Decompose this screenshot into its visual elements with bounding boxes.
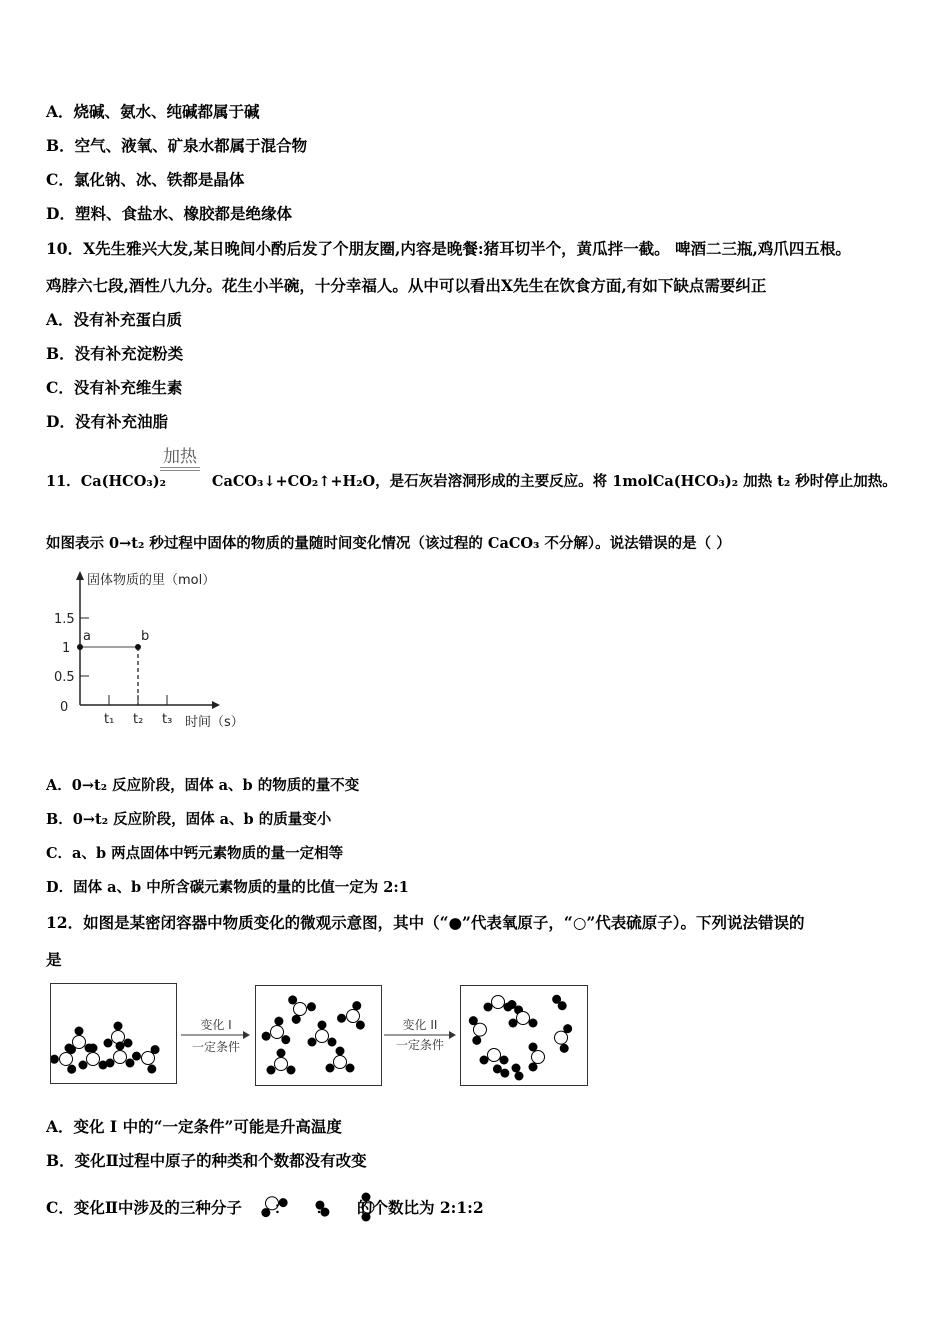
y-tick-label: 1.5: [54, 612, 75, 627]
q11-stem-line2: 如图表示 0→t₂ 秒过程中固体的物质的量随时间变化情况（该过程的 CaCO₃ 不分解）。说法错误的是（ ）: [46, 535, 731, 552]
q9-option-a: A．烧碱、氨水、纯碱都属于碱: [46, 102, 260, 121]
q12-option-b: B．变化Ⅱ过程中原子的种类和个数都没有改变: [46, 1151, 367, 1170]
arrow2-label-top: 变化 II: [402, 1018, 438, 1032]
y-tick-label: 1: [62, 641, 71, 656]
q12-stem-line1: 12．如图是某密闭容器中物质变化的微观示意图，其中（“●”代表氧原子，“○”代表硫原子）。下列说法错误的: [46, 913, 805, 932]
q12-option-c: C．变化Ⅱ中涉及的三种分子 ： ： 的个数比为 2:1:2: [46, 1198, 484, 1217]
data-point-label: a: [83, 629, 91, 644]
reaction-condition-heat: 加热: [160, 447, 200, 471]
q11-option-c: C．a、b 两点固体中钙元素物质的量一定相等: [46, 845, 344, 862]
x-axis-arrow: [212, 701, 220, 709]
arrow2-label-bottom: 一定条件: [395, 1038, 444, 1052]
q10-option-d: D．没有补充油脂: [46, 412, 168, 431]
q10-stem-line2: 鸡脖六七段,酒性八九分。花生小半碗，十分幸福人。从中可以看出X先生在饮食方面,有如下缺点需要纠正: [46, 276, 767, 295]
q10-option-c: C．没有补充维生素: [46, 378, 183, 397]
q9-option-b: B．空气、液氧、矿泉水都属于混合物: [46, 136, 308, 155]
x-tick-label: t₃: [162, 712, 173, 727]
figure-box-after-change-2: [460, 985, 588, 1086]
amount-time-chart: [54, 571, 244, 730]
x-tick-label: t₁: [104, 712, 115, 727]
y-axis-label: 固体物质的里（mol）: [87, 573, 216, 588]
data-point-a: [77, 644, 83, 650]
figure-box-initial: [50, 983, 177, 1084]
q11-option-b: B．0→t₂ 反应阶段，固体 a、b 的质量变小: [46, 811, 332, 828]
y-tick-label: 0: [60, 700, 69, 715]
y-tick-label: 0.5: [54, 670, 75, 685]
q11-option-a: A．0→t₂ 反应阶段，固体 a、b 的物质的量不变: [46, 777, 360, 794]
arrow1-label-top: 变化 I: [200, 1018, 232, 1032]
q10-stem-line1: 10．X先生雅兴大发,某日晚间小酌后发了个朋友圈,内容是晚餐:猪耳切半个，黄瓜拌一截。 啤酒二三瓶,鸡爪四五根。: [46, 239, 851, 258]
x-tick-label: t₂: [133, 712, 144, 727]
q11-equation: 11．Ca(HCO₃)₂ CaCO₃↓+CO₂↑+H₂O，是石灰岩溶洞形成的主要反应。将 1molCa(HCO₃)₂ 加热 t₂ 秒时停止加热。: [46, 473, 897, 490]
data-point-b: [135, 644, 141, 650]
q10-option-a: A．没有补充蛋白质: [46, 310, 183, 329]
arrow1-label-bottom: 一定条件: [191, 1040, 240, 1054]
y-axis-arrow: [76, 571, 84, 580]
x-axis-label: 时间（s）: [185, 715, 244, 730]
q9-option-c: C．氯化钠、冰、铁都是晶体: [46, 170, 245, 189]
q12-option-a: A．变化 I 中的“一定条件”可能是升高温度: [46, 1117, 342, 1136]
figure-box-after-change-1: [255, 985, 382, 1086]
q12-stem-line2: 是: [46, 950, 62, 969]
q10-option-b: B．没有补充淀粉类: [46, 344, 184, 363]
q9-option-d: D．塑料、食盐水、橡胶都是绝缘体: [46, 204, 292, 223]
data-point-label: b: [141, 629, 150, 644]
q11-option-d: D．固体 a、b 中所含碳元素物质的量的比值一定为 2:1: [46, 879, 409, 896]
